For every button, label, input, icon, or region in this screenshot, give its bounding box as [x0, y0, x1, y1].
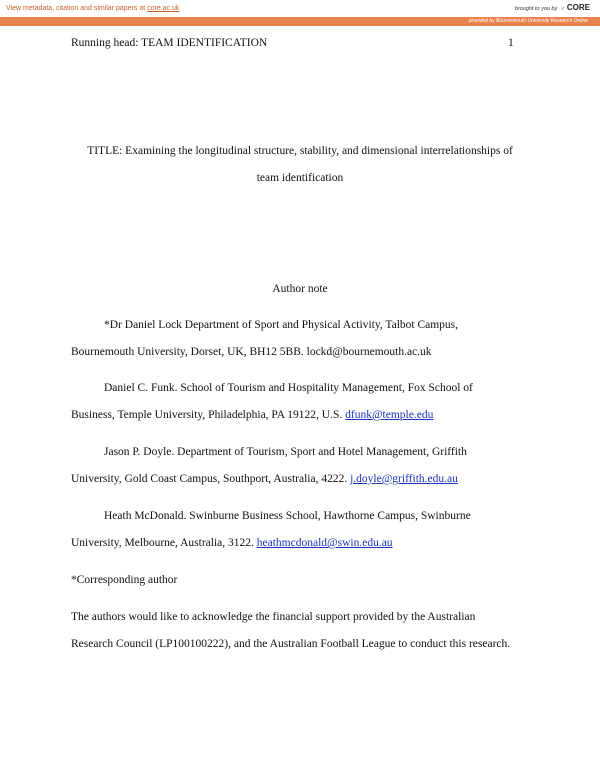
- author-2-line-1: Daniel C. Funk. School of Tourism and Hospitality Management, Fox School of: [104, 382, 473, 394]
- author-2-affiliation: Business, Temple University, Philadelphia, PA 19122, U.S.: [71, 409, 346, 421]
- author-4-email-link[interactable]: heathmcdonald@swin.edu.au: [256, 537, 393, 549]
- author-3-line-1: Jason P. Doyle. Department of Tourism, Sport and Hotel Management, Griffith: [104, 446, 467, 458]
- author-3-line-2: [71, 473, 458, 485]
- author-3-email-link[interactable]: j.doyle@griffith.edu.au: [350, 473, 458, 485]
- core-logo-text: CORE: [566, 3, 590, 12]
- core-metadata-link[interactable]: [6, 5, 179, 12]
- running-head: Running head: TEAM IDENTIFICATION: [71, 37, 268, 49]
- core-banner: [0, 0, 600, 17]
- core-logo-icon: ✓ CORE: [560, 3, 590, 12]
- author-4-affiliation: University, Melbourne, Australia, 3122.: [71, 537, 257, 549]
- acknowledgement-line-1: The authors would like to acknowledge the financial support provided by the Australian: [71, 611, 476, 623]
- brought-to-you-by[interactable]: [515, 3, 590, 12]
- provided-by-text[interactable]: provided by Bournemouth University Research Online: [468, 18, 588, 24]
- author-2-line-2: [71, 409, 433, 421]
- author-1-line-2: Bournemouth University, Dorset, UK, BH12 5BB. lockd@bournemouth.ac.uk: [71, 346, 432, 358]
- author-note-heading: Author note: [272, 283, 328, 295]
- core-ac-uk-link[interactable]: core.ac.uk: [147, 5, 180, 12]
- author-2-email-link[interactable]: dfunk@temple.edu: [345, 409, 434, 421]
- brought-text: brought to you by: [514, 6, 558, 12]
- core-link-prefix: View metadata, citation and similar papers at: [6, 5, 148, 12]
- author-3-affiliation: University, Gold Coast Campus, Southport, Australia, 4222.: [71, 473, 351, 485]
- title-line-2: team identification: [256, 172, 344, 184]
- corresponding-author: *Corresponding author: [71, 574, 178, 586]
- page-number: 1: [508, 37, 514, 49]
- author-4-line-1: Heath McDonald. Swinburne Business School, Hawthorne Campus, Swinburne: [104, 510, 471, 522]
- author-1-line-1: *Dr Daniel Lock Department of Sport and Physical Activity, Talbot Campus,: [104, 319, 459, 331]
- acknowledgement-line-2: Research Council (LP100100222), and the Australian Football League to conduct this research.: [71, 638, 511, 650]
- title-line-1: TITLE: Examining the longitudinal structure, stability, and dimensional interrelationships of: [87, 145, 513, 157]
- author-4-line-2: [71, 537, 393, 549]
